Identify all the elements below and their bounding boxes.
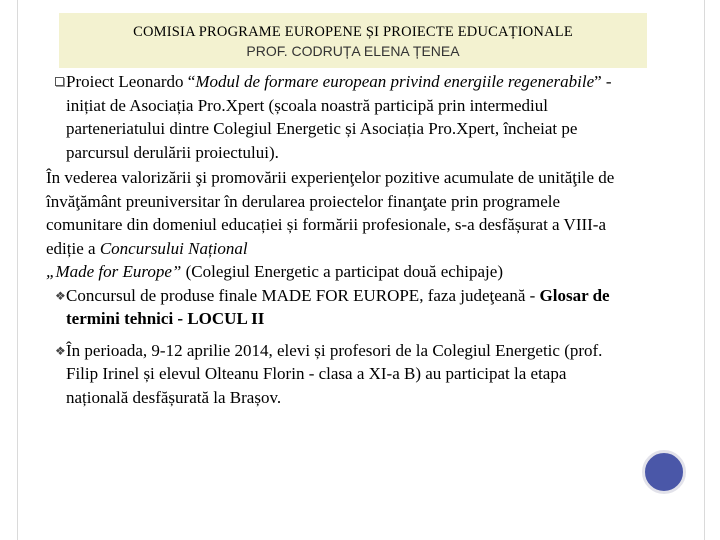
paragraph2-text: În vederea valorizării şi promovării experienţelor pozitive acumulate de unităţile de învăţământ preuniversitar în derularea proiectelor finanţate prin programele comunitare din domeniul educației și formării profesionale, s-a desfășurat a VIII-a ediție a [46,168,615,258]
header-subtitle: PROF. CODRUȚA ELENA ȚENEA [246,43,460,59]
decorative-circle [642,450,686,494]
paragraph1-rest: ” - inițiat de Asociația Pro.Xpert (școala noastră participă prin intermediul parteneriatului dintre Colegiul Energetic și Asociația Pro.Xpert, încheiat pe parcursul derulării proiectului). [66,72,612,162]
square-bullet-icon [55,77,64,86]
left-margin-rule [17,0,18,540]
bullet1-bold: Glosar de termini tehnici - LOCUL II [66,285,610,328]
header-box [59,13,647,68]
paragraph2-italic2: „Made for Europe” [46,262,182,281]
bullet-etapa-nationala [55,339,628,410]
diamond-bullet-icon: ❖ [55,288,66,303]
diamond-bullet-icon: ❖ [55,343,66,358]
bullet-concurs-judetean [55,284,628,331]
bullet1-text: Concursul de produse finale MADE FOR EUROPE, faza judeţeană - [66,285,540,305]
header-title: COMISIA PROGRAME EUROPENE ȘI PROIECTE EDUCAȚIONALE [133,24,573,40]
paragraph1-lead: Proiect Leonardo “ [66,72,196,91]
paragraph-leonardo [58,70,628,164]
paragraph2-italic1: Concursului Național [99,238,248,258]
bullet2-text: În perioada, 9-12 aprilie 2014, elevi și profesori de la Colegiul Energetic (prof. Filip Irinel și elevul Olteanu Florin - clasa a XI-a B) au participat la etapa națională desfășurată la Brașov. [66,340,603,407]
right-margin-rule [704,0,705,540]
paragraph2-rest: (Colegiul Energetic a participat două echipaje) [181,262,503,281]
paragraph1-italic: Modul de formare european privind energiile regenerabile [195,72,595,91]
paragraph-valorizare [46,166,626,284]
body-text [46,70,628,409]
